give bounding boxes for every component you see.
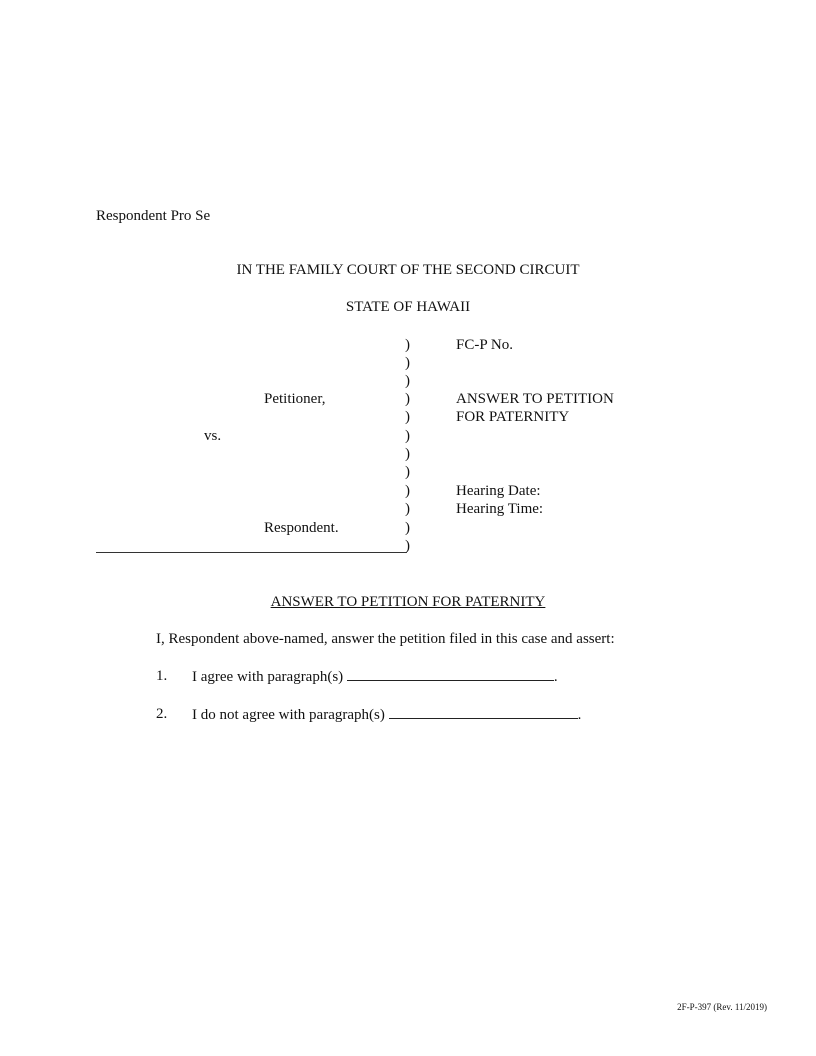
agree-paragraphs-field[interactable] [347, 667, 554, 681]
period: . [577, 707, 582, 723]
paren: ) [405, 538, 410, 554]
caption-rule [96, 552, 407, 553]
form-id: 2F-P-397 (Rev. 11/2019) [677, 1002, 767, 1012]
court-state: STATE OF HAWAII [345, 299, 471, 315]
paren: ) [405, 373, 410, 389]
answer-title: ANSWER TO PETITION FOR PATERNITY [270, 594, 546, 610]
period: . [553, 669, 558, 685]
petitioner-label: Petitioner, [264, 391, 326, 407]
paren: ) [405, 483, 410, 499]
intro-text: I, Respondent above-named, answer the petition filed in this case and assert: [156, 631, 615, 647]
vs-label: vs. [204, 428, 222, 444]
item-text: I agree with paragraph(s) [192, 669, 344, 685]
paren: ) [405, 501, 410, 517]
paren: ) [405, 391, 410, 407]
respondent-pro-se-label: Respondent Pro Se [96, 208, 211, 224]
paren: ) [405, 337, 410, 353]
hearing-time-label: Hearing Time: [456, 501, 544, 517]
item-content [192, 705, 581, 724]
document-title-line1: ANSWER TO PETITION [456, 391, 614, 407]
disagree-paragraphs-field[interactable] [389, 705, 578, 719]
case-number-label: FC-P No. [456, 337, 513, 353]
paren: ) [405, 446, 410, 462]
item-number: 2. [156, 706, 168, 722]
item-number: 1. [156, 668, 168, 684]
paren: ) [405, 464, 410, 480]
document-title-line2: FOR PATERNITY [456, 409, 570, 425]
list-item [156, 667, 558, 685]
list-item [156, 705, 582, 723]
paren: ) [405, 520, 410, 536]
respondent-label: Respondent. [264, 520, 339, 536]
paren: ) [405, 428, 410, 444]
item-content [192, 667, 558, 686]
paren: ) [405, 355, 410, 371]
court-name: IN THE FAMILY COURT OF THE SECOND CIRCUIT [236, 262, 580, 278]
item-text: I do not agree with paragraph(s) [192, 707, 385, 723]
hearing-date-label: Hearing Date: [456, 483, 541, 499]
paren: ) [405, 409, 410, 425]
